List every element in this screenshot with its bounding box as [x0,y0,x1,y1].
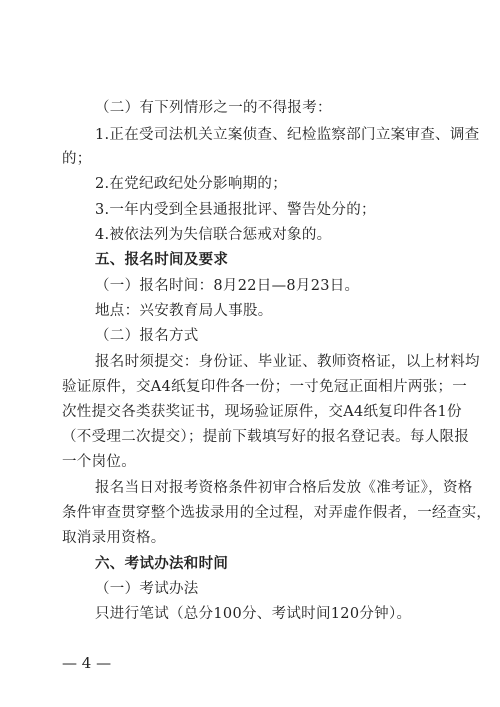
paragraph-line: 报名当日对报考资格条件初审合格后发放《准考证》，资格 [95,480,473,496]
paragraph-line: 1.正在受司法机关立案侦查、纪检监察部门立案审查、调查 [95,127,480,143]
paragraph-line: 的； [62,151,92,167]
paragraph-line: 4.被依法列为失信联合惩戒对象的。 [95,227,332,243]
page-number: — 4 — [62,654,112,672]
section-heading-registration: 五、报名时间及要求 [95,251,229,268]
paragraph-line: 3.一年内受到全县通报批评、警告处分的； [95,202,376,218]
subsection-heading-method: （二）报名方式 [95,328,199,344]
paragraph-line: 取消录用资格。 [62,530,166,546]
registration-time: （一）报名时间：8月22日—8月23日。 [95,278,360,294]
paragraph-line: 次性提交各类获奖证书，现场验证原件，交A4纸复印件各1份 [62,404,462,420]
paragraph-line: 报名时须提交：身份证、毕业证、教师资格证，以上材料均 [95,354,480,370]
paragraph-line: 只进行笔试（总分100分、考试时间120分钟）。 [95,606,412,622]
paragraph-line: 验证原件，交A4纸复印件各一份；一寸免冠正面相片两张；一 [62,379,468,395]
subsection-heading-exam-method: （一）考试办法 [95,581,199,597]
paragraph-line: 条件审查贯穿整个选拔录用的全过程，对弄虚作假者，一经查实， [62,505,492,521]
section-heading-exam: 六、考试办法和时间 [95,555,229,572]
paragraph-line: （不受理二次提交）；提前下载填写好的报名登记表。每人限报 [62,429,470,445]
registration-location: 地点：兴安教育局人事股。 [95,303,273,319]
paragraph-line: 一个岗位。 [62,454,136,470]
subsection-heading-disqualifications: （二）有下列情形之一的不得报考： [95,100,332,116]
paragraph-line: 2.在党纪政纪处分影响期的； [95,176,288,192]
